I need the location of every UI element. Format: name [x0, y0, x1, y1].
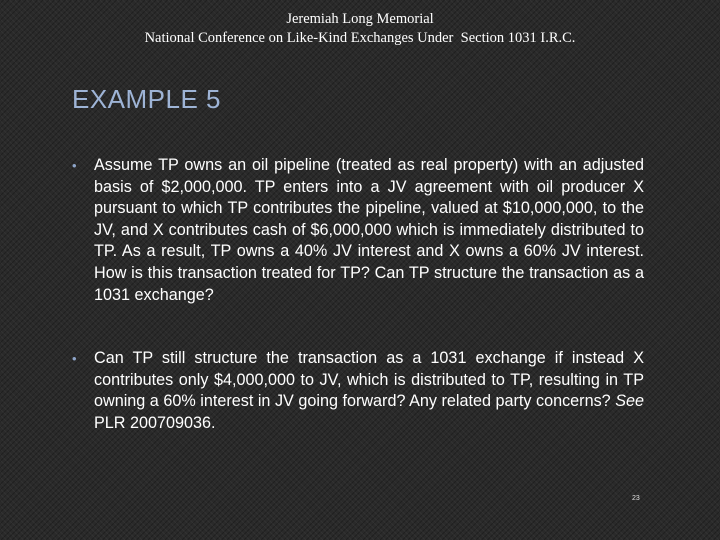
bullet-item-2 — [72, 348, 644, 434]
bullet-item-1 — [72, 155, 644, 306]
header-line-2: National Conference on Like-Kind Exchanges Under Section 1031 I.R.C. — [144, 30, 576, 46]
bullet-text: Can TP still structure the transaction as a 1031 exchange if instead X contributes only $4,000,000 to JV, which is distributed to TP, resulting in TP owning a 60% interest in JV going forward? Any related party concerns? — [94, 349, 644, 411]
header-line-1: Jeremiah Long Memorial — [286, 11, 434, 27]
slide-title: EXAMPLE 5 — [72, 84, 222, 114]
bullet-icon: • — [72, 351, 77, 367]
citation-text: PLR 200709036. — [94, 413, 216, 432]
bullet-list — [72, 155, 644, 435]
bullet-icon: • — [72, 158, 77, 173]
bullet-text: Assume TP owns an oil pipeline (treated as real property) with an adjusted basis of $2,000,000. TP enters into a JV agreement with oil producer X pursuant to which TP contributes the pipeline, valued at $10,000,000, to the JV, and X contributes cash of $6,000,000 which is immediately distributed to TP. As a result, TP owns a 40% JV interest and X owns a 60% JV interest. How is this transaction treated for TP? Can TP structure the transaction as a 1031 exchange? — [94, 156, 644, 304]
conference-header — [0, 10, 720, 48]
citation-signal: See — [615, 392, 644, 411]
page-number: 23 — [632, 495, 640, 502]
